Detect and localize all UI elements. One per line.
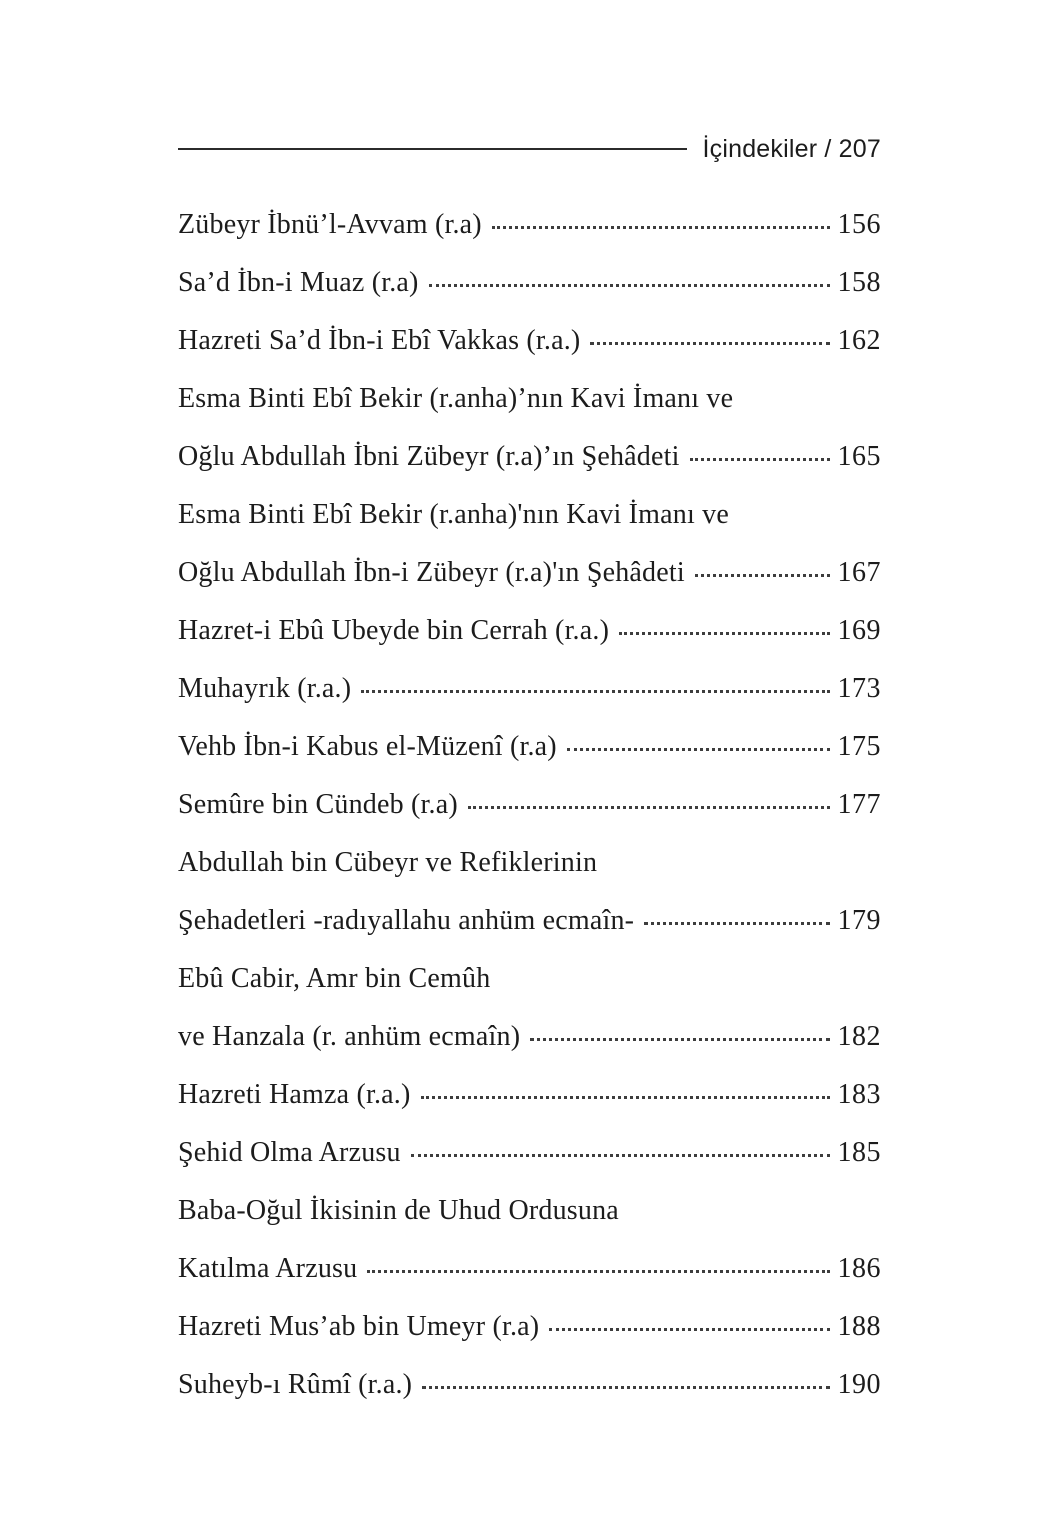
toc-page-number: 175: [837, 731, 881, 762]
toc-entry: [178, 834, 881, 950]
toc-entry: [178, 1124, 881, 1182]
toc-page-number: 185: [837, 1137, 881, 1168]
toc-page-number: 165: [837, 441, 881, 472]
dotted-leader: [361, 690, 829, 693]
toc-row: [178, 1298, 881, 1356]
toc-row: [178, 486, 881, 544]
toc-page-number: 186: [837, 1253, 881, 1284]
toc-entry-title: Muhayrık (r.a.): [178, 673, 352, 704]
toc-entry-title: Sa’d İbn-i Muaz (r.a): [178, 267, 419, 298]
toc-row: [178, 1066, 881, 1124]
toc-row: [178, 660, 881, 718]
toc-entry: [178, 660, 881, 718]
dotted-leader: [549, 1328, 829, 1331]
toc-row: [178, 776, 881, 834]
toc-entry-title: Şehadetleri -radıyallahu anhüm ecmaîn-: [178, 905, 635, 936]
toc-entry: [178, 312, 881, 370]
toc-entry-title: Zübeyr İbnü’l-Avvam (r.a): [178, 209, 482, 240]
toc-row: [178, 718, 881, 776]
toc-entry-title: Oğlu Abdullah İbn-i Zübeyr (r.a)'ın Şehâdeti: [178, 557, 685, 588]
page-header: [178, 132, 881, 166]
toc-row: [178, 950, 881, 1008]
toc-row: [178, 1356, 881, 1414]
header-rule: [178, 148, 687, 150]
toc-row: [178, 1008, 881, 1066]
toc-entry-title: Şehid Olma Arzusu: [178, 1137, 401, 1168]
dotted-leader: [429, 284, 830, 287]
dotted-leader: [367, 1270, 829, 1273]
toc-entry-title: Baba-Oğul İkisinin de Uhud Ordusuna: [178, 1195, 619, 1226]
toc-entry: [178, 1066, 881, 1124]
dotted-leader: [644, 922, 829, 925]
toc-row: [178, 370, 881, 428]
toc-page-number: 173: [837, 673, 881, 704]
toc-page-number: 179: [837, 905, 881, 936]
toc-row: [178, 428, 881, 486]
toc-row: [178, 834, 881, 892]
dotted-leader: [492, 226, 830, 229]
toc-row: [178, 312, 881, 370]
toc-entry-title: Esma Binti Ebî Bekir (r.anha)’nın Kavi İmanı ve: [178, 383, 734, 414]
toc-row: [178, 1124, 881, 1182]
dotted-leader: [468, 806, 830, 809]
toc-entry: [178, 602, 881, 660]
dotted-leader: [421, 1096, 830, 1099]
toc-page-number: 182: [837, 1021, 881, 1052]
toc-list: [178, 196, 881, 1414]
toc-page-number: 162: [837, 325, 881, 356]
toc-page-number: 158: [837, 267, 881, 298]
dotted-leader: [530, 1038, 829, 1041]
toc-page-number: 188: [837, 1311, 881, 1342]
toc-entry-title: Vehb İbn-i Kabus el-Müzenî (r.a): [178, 731, 557, 762]
toc-entry-title: Esma Binti Ebî Bekir (r.anha)'nın Kavi İmanı ve: [178, 499, 729, 530]
toc-entry: [178, 196, 881, 254]
toc-entry: [178, 718, 881, 776]
dotted-leader: [690, 458, 830, 461]
toc-entry-title: Hazreti Sa’d İbn-i Ebî Vakkas (r.a.): [178, 325, 581, 356]
toc-entry: [178, 486, 881, 602]
dotted-leader: [422, 1386, 829, 1389]
toc-row: [178, 1182, 881, 1240]
toc-entry: [178, 950, 881, 1066]
toc-page-number: 183: [837, 1079, 881, 1110]
toc-row: [178, 254, 881, 312]
toc-entry-title: Katılma Arzusu: [178, 1253, 358, 1284]
toc-entry-title: Abdullah bin Cübeyr ve Refiklerinin: [178, 847, 598, 878]
dotted-leader: [567, 748, 830, 751]
toc-page-number: 169: [837, 615, 881, 646]
toc-entry-title: Oğlu Abdullah İbni Zübeyr (r.a)’ın Şehâdeti: [178, 441, 680, 472]
toc-entry: [178, 1356, 881, 1414]
toc-entry-title: Hazret-i Ebû Ubeyde bin Cerrah (r.a.): [178, 615, 610, 646]
toc-entry-title: Suheyb-ı Rûmî (r.a.): [178, 1369, 413, 1400]
toc-entry-title: Semûre bin Cündeb (r.a): [178, 789, 458, 820]
toc-entry: [178, 370, 881, 486]
page-title: İçindekiler / 207: [702, 134, 881, 163]
toc-entry: [178, 776, 881, 834]
toc-entry: [178, 1298, 881, 1356]
toc-entry-title: Hazreti Mus’ab bin Umeyr (r.a): [178, 1311, 540, 1342]
toc-row: [178, 892, 881, 950]
dotted-leader: [590, 342, 829, 345]
toc-row: [178, 196, 881, 254]
dotted-leader: [411, 1154, 830, 1157]
toc-entry-title: Ebû Cabir, Amr bin Cemûh: [178, 963, 491, 994]
toc-page-number: 167: [837, 557, 881, 588]
toc-entry: [178, 1182, 881, 1298]
toc-entry-title: Hazreti Hamza (r.a.): [178, 1079, 411, 1110]
toc-row: [178, 544, 881, 602]
toc-page-number: 190: [837, 1369, 881, 1400]
toc-page-number: 177: [837, 789, 881, 820]
dotted-leader: [695, 574, 830, 577]
toc-page-number: 156: [837, 209, 881, 240]
toc-entry-title: ve Hanzala (r. anhüm ecmaîn): [178, 1021, 521, 1052]
dotted-leader: [619, 632, 829, 635]
toc-row: [178, 602, 881, 660]
toc-entry: [178, 254, 881, 312]
toc-row: [178, 1240, 881, 1298]
